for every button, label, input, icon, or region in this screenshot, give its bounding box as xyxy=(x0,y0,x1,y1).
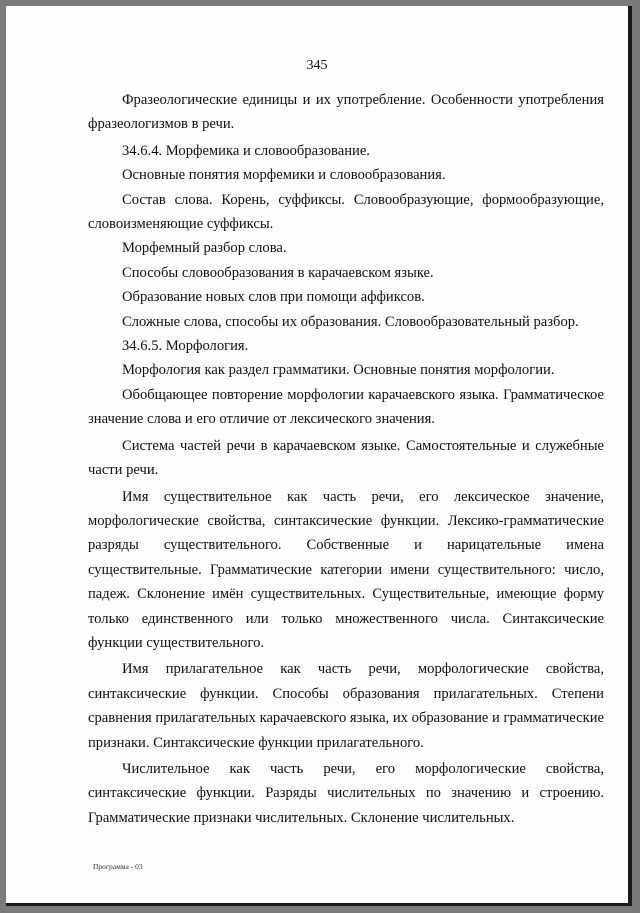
paragraph-compound-words: Сложные слова, способы их образования. Словообразовательный разбор. xyxy=(122,313,579,330)
paragraph-word-formation-methods: Способы словообразования в карачаевском языке. xyxy=(122,264,434,281)
paragraph-adjective: Имя прилагательное как часть речи, морфологические свойства, синтаксические функции. Способы образования прилагательных. Степени сравнения прилагательных карачаевского языка, их образование и грамматические признаки. Синтаксические функции прилагательного. xyxy=(88,661,604,751)
page-number: 345 xyxy=(306,58,328,73)
paragraph-phraseology: Фразеологические единицы и их употребление. Особенности употребления фразеологизмов в речи. xyxy=(88,92,604,133)
document-page xyxy=(6,6,632,906)
paragraph-numeral: Числительное как часть речи, его морфологические свойства, синтаксические функции. Разряды числительных по значению и строению. Грамматические признаки числительных. Склонение числительных. xyxy=(88,760,604,826)
paragraph-morphemics-basics: Основные понятия морфемики и словообразования. xyxy=(122,167,446,184)
section-heading-morphemics: 34.6.4. Морфемика и словообразование. xyxy=(122,142,370,159)
paragraph-word-structure: Состав слова. Корень, суффиксы. Словообразующие, формообразующие, словоизменяющие суффиксы. xyxy=(88,191,604,233)
paragraph-morphology-review: Обобщающее повторение морфологии карачаевского языка. Грамматическое значение слова и его отличие от лексического значения. xyxy=(88,386,604,428)
paragraph-affix-formation: Образование новых слов при помощи аффиксов. xyxy=(122,289,425,306)
section-heading-morphology: 34.6.5. Морфология. xyxy=(122,338,249,355)
paragraph-morpheme-analysis: Морфемный разбор слова. xyxy=(122,240,287,257)
paragraph-morphology-grammar: Морфология как раздел грамматики. Основные понятия морфологии. xyxy=(122,362,555,379)
footer-program-label: Программа - 03 xyxy=(93,862,143,871)
paragraph-parts-of-speech: Система частей речи в карачаевском языке. Самостоятельные и служебные части речи. xyxy=(88,437,604,479)
paragraph-noun: Имя существительное как часть речи, его лексическое значение, морфологические свойства, синтаксические функции. Лексико-грамматические разряды существительного. Собственные и нарицательные имена существительные. Грамматические категории имени существительного: число, падеж. Склонение имён существительных. Существительные, имеющие форму только единственного или только множественного числа. Синтаксические функции существительного. xyxy=(88,488,604,651)
document-body xyxy=(88,88,604,830)
